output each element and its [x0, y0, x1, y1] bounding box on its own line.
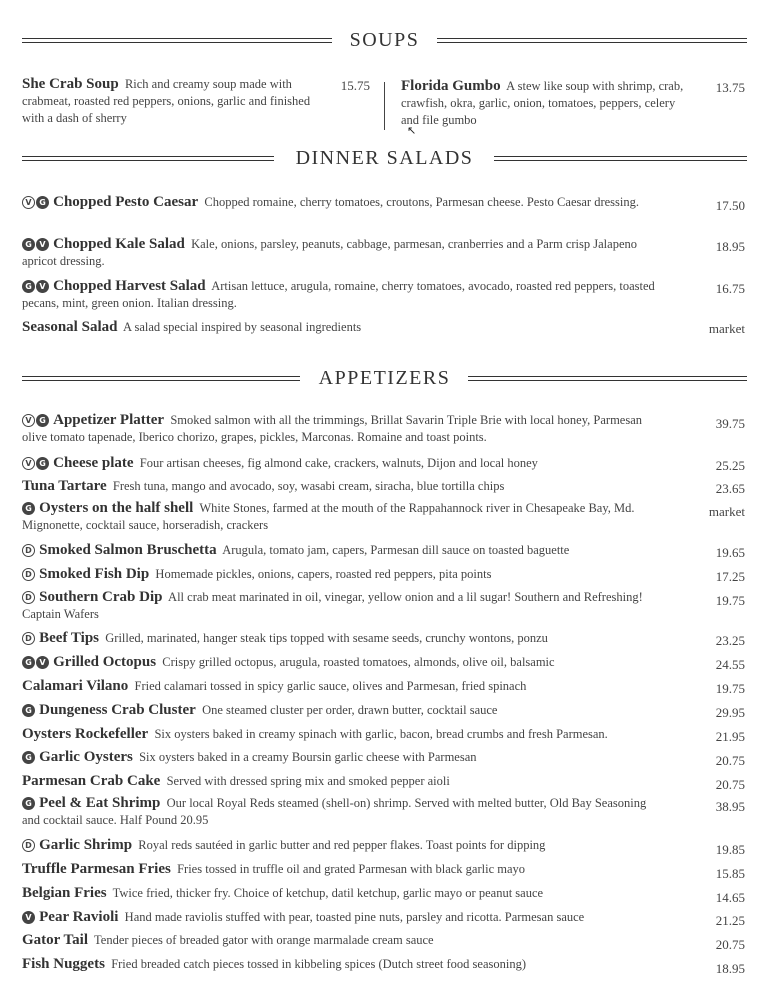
section-title-soups: SOUPS	[349, 29, 420, 51]
item-name: Garlic Shrimp	[39, 837, 133, 853]
item-desc: Fries tossed in truffle oil and grated Parmesan with black garlic mayo	[177, 862, 526, 876]
gluten-free-icon: G	[22, 280, 35, 293]
vegetarian-icon: V	[22, 414, 35, 427]
item-name: Southern Crab Dip	[39, 589, 163, 605]
item-name: Calamari Vilano	[22, 678, 129, 694]
item-name: Fish Nuggets	[22, 956, 105, 972]
item-desc: Royal reds sautéed in garlic butter and red pepper flakes. Toast points for dipping	[138, 838, 546, 852]
menu-item-calamari-vilano	[22, 678, 662, 695]
item-price: 24.55	[715, 657, 745, 672]
dairy-icon: D	[22, 568, 35, 581]
gluten-free-icon: G	[36, 457, 49, 470]
menu-item-pear-ravioli	[22, 909, 662, 926]
menu-item-truffle-parmesan-fries	[22, 861, 662, 878]
item-desc: Fried breaded catch pieces tossed in kibbeling spices (Dutch street food seasoning)	[111, 957, 526, 971]
item-desc: Grilled, marinated, hanger steak tips topped with sesame seeds, crunchy wontons, ponzu	[105, 631, 548, 645]
item-name: Dungeness Crab Cluster	[39, 702, 196, 718]
item-price: 17.50	[715, 198, 745, 213]
item-name: Seasonal Salad	[22, 319, 118, 335]
item-desc: Chopped romaine, cherry tomatoes, croutons, Parmesan cheese. Pesto Caesar dressing.	[204, 195, 639, 209]
menu-item-oysters-rockefeller	[22, 726, 662, 743]
section-header-salads	[22, 144, 747, 172]
menu-item-beef-tips	[22, 630, 662, 647]
menu-item-chopped-kale-salad	[22, 236, 672, 270]
section-header-soups	[22, 26, 747, 54]
item-name: Gator Tail	[22, 932, 88, 948]
vegetarian-icon: V	[22, 196, 35, 209]
item-price: 14.65	[715, 890, 745, 905]
item-desc: Fried calamari tossed in spicy garlic sauce, olives and Parmesan, fried spinach	[134, 679, 527, 693]
item-price: 39.75	[715, 416, 745, 431]
item-price: 21.95	[715, 729, 745, 744]
item-desc: One steamed cluster per order, drawn butter, cocktail sauce	[202, 703, 498, 717]
item-desc: Our local Royal Reds steamed (shell-on) shrimp. Served with melted butter, Old Bay Seasoning and cocktail sauce. Half Pound 20.95	[22, 796, 647, 827]
item-name: Chopped Harvest Salad	[53, 278, 206, 294]
menu-item-dungeness-crab-cluster	[22, 702, 662, 719]
gluten-free-icon: G	[22, 656, 35, 669]
menu-item-garlic-oysters	[22, 749, 662, 766]
item-price: 29.95	[715, 705, 745, 720]
item-desc: A stew like soup with shrimp, crab, crawfish, okra, garlic, onion, tomatoes, peppers, celery and file gumbo	[401, 79, 684, 127]
menu-item-fish-nuggets	[22, 956, 662, 973]
item-desc: Kale, onions, parsley, peanuts, cabbage, parmesan, cranberries and a Parm crisp Jalapeno apricot dressing.	[22, 237, 637, 268]
gluten-free-icon: G	[36, 196, 49, 209]
item-price: 19.65	[715, 545, 745, 560]
vegetarian-icon: V	[36, 238, 49, 251]
dairy-icon: D	[22, 839, 35, 852]
item-price: 13.75	[715, 80, 745, 95]
gluten-free-icon: G	[22, 704, 35, 717]
item-name: Grilled Octopus	[53, 654, 157, 670]
column-divider	[384, 82, 385, 130]
item-desc: Six oysters baked in creamy spinach with garlic, bacon, bread crumbs and fresh Parmesan.	[154, 727, 608, 741]
item-name: Beef Tips	[39, 630, 100, 646]
vegetarian-icon: V	[22, 457, 35, 470]
item-desc: Rich and creamy soup made with crabmeat, roasted red peppers, onions, garlic and finished with a dash of sherry	[22, 77, 311, 125]
section-title-appetizers: APPETIZERS	[318, 367, 451, 389]
menu-item-seasonal-salad	[22, 319, 672, 336]
vegetarian-icon: V	[36, 656, 49, 669]
item-desc: Artisan lettuce, arugula, romaine, cherry tomatoes, avocado, roasted red peppers, toasted pecans, mint, green onion. Italian dressing.	[22, 279, 655, 310]
item-price: 25.25	[715, 458, 745, 473]
item-name: Appetizer Platter	[53, 412, 165, 428]
gluten-free-icon: G	[22, 751, 35, 764]
menu-item-tuna-tartare	[22, 478, 662, 495]
item-price: 23.65	[715, 481, 745, 496]
item-desc: Arugula, tomato jam, capers, Parmesan dill sauce on toasted baguette	[222, 543, 570, 557]
menu-item-smoked-fish-dip	[22, 566, 662, 583]
item-name: Oysters on the half shell	[39, 500, 194, 516]
item-price: 18.95	[715, 239, 745, 254]
dairy-icon: D	[22, 632, 35, 645]
item-name: Florida Gumbo	[401, 78, 501, 94]
section-header-appetizers	[22, 364, 747, 392]
item-name: Smoked Salmon Bruschetta	[39, 542, 217, 558]
header-rule-right	[494, 156, 747, 161]
menu-item-cheese-plate	[22, 455, 662, 472]
item-price: 21.25	[715, 913, 745, 928]
item-price: 19.75	[715, 593, 745, 608]
gluten-free-icon: G	[22, 797, 35, 810]
menu-item-gator-tail	[22, 932, 662, 949]
item-desc: Twice fried, thicker fry. Choice of ketchup, datil ketchup, garlic mayo or peanut sauce	[112, 886, 544, 900]
item-name: Chopped Pesto Caesar	[53, 194, 199, 210]
item-name: Parmesan Crab Cake	[22, 773, 161, 789]
item-name: Cheese plate	[53, 455, 134, 471]
item-price: 23.25	[715, 633, 745, 648]
item-price: 15.75	[340, 78, 370, 93]
vegetarian-icon: V	[36, 280, 49, 293]
item-name: Smoked Fish Dip	[39, 566, 150, 582]
menu-item-parmesan-crab-cake	[22, 773, 662, 790]
item-price: 17.25	[715, 569, 745, 584]
section-title-salads: DINNER SALADS	[295, 147, 474, 169]
item-name: Tuna Tartare	[22, 478, 107, 494]
item-desc: Tender pieces of breaded gator with orange marmalade cream sauce	[94, 933, 434, 947]
item-desc: A salad special inspired by seasonal ingredients	[123, 320, 362, 334]
item-price: 18.95	[715, 961, 745, 976]
item-price: 38.95	[715, 799, 745, 814]
item-desc: White Stones, farmed at the mouth of the Rappahannock river in Chesapeake Bay, Md. Mignonette, cocktail sauce, horseradish, crackers	[22, 501, 635, 532]
menu-item-chopped-pesto-caesar	[22, 194, 672, 211]
item-price: 20.75	[715, 753, 745, 768]
item-desc: Homemade pickles, onions, capers, roasted red peppers, pita points	[155, 567, 492, 581]
menu-item-chopped-harvest-salad	[22, 278, 677, 312]
item-name: She Crab Soup	[22, 76, 119, 92]
menu-item-smoked-salmon-bruschetta	[22, 542, 662, 559]
header-rule-right	[468, 376, 747, 381]
item-price: 19.85	[715, 842, 745, 857]
menu-item-belgian-fries	[22, 885, 662, 902]
item-price: market	[708, 504, 745, 519]
gluten-free-icon: G	[22, 502, 35, 515]
item-price: 20.75	[715, 937, 745, 952]
item-price: 20.75	[715, 777, 745, 792]
item-desc: Four artisan cheeses, fig almond cake, crackers, walnuts, Dijon and local honey	[139, 456, 538, 470]
item-desc: Six oysters baked in a creamy Boursin garlic cheese with Parmesan	[139, 750, 477, 764]
item-desc: All crab meat marinated in oil, vinegar, yellow onion and a lil sugar! Southern and Refreshing! Captain Wafers	[22, 590, 643, 621]
item-desc: Hand made raviolis stuffed with pear, toasted pine nuts, parsley and ricotta. Parmesan sauce	[124, 910, 585, 924]
item-desc: Fresh tuna, mango and avocado, soy, wasabi cream, siracha, blue tortilla chips	[112, 479, 505, 493]
menu-item-southern-crab-dip	[22, 589, 662, 623]
gluten-free-icon: G	[22, 238, 35, 251]
item-name: Oysters Rockefeller	[22, 726, 149, 742]
item-desc: Served with dressed spring mix and smoked pepper aioli	[166, 774, 450, 788]
item-name: Pear Ravioli	[39, 909, 119, 925]
dairy-icon: D	[22, 544, 35, 557]
header-rule-right	[437, 38, 747, 43]
item-price: 15.85	[715, 866, 745, 881]
item-price: 19.75	[715, 681, 745, 696]
menu-item-garlic-shrimp	[22, 837, 662, 854]
dairy-icon: D	[22, 591, 35, 604]
item-name: Garlic Oysters	[39, 749, 133, 765]
item-name: Truffle Parmesan Fries	[22, 861, 171, 877]
menu-item-appetizer-platter	[22, 412, 662, 446]
item-desc: Smoked salmon with all the trimmings, Brillat Savarin Triple Brie with local honey, Parmesan olive tomato tapenade, Iberico chorizo, grapes, pickles, Marconas. Romaine and toast points.	[22, 413, 643, 444]
menu-item-grilled-octopus	[22, 654, 662, 671]
item-price: market	[708, 321, 745, 336]
gluten-free-icon: G	[36, 414, 49, 427]
menu-item-florida-gumbo	[401, 78, 691, 129]
menu-item-she-crab-soup	[22, 76, 322, 127]
item-price: 16.75	[715, 281, 745, 296]
item-name: Belgian Fries	[22, 885, 107, 901]
item-name: Peel & Eat Shrimp	[39, 795, 161, 811]
item-desc: Crispy grilled octopus, arugula, roasted tomatoes, almonds, olive oil, balsamic	[162, 655, 555, 669]
mouse-cursor-icon: ↖	[407, 124, 417, 137]
item-name: Chopped Kale Salad	[53, 236, 185, 252]
menu-item-oysters-half-shell	[22, 500, 662, 534]
vegetarian-icon: V	[22, 911, 35, 924]
menu-item-peel-eat-shrimp	[22, 795, 662, 829]
